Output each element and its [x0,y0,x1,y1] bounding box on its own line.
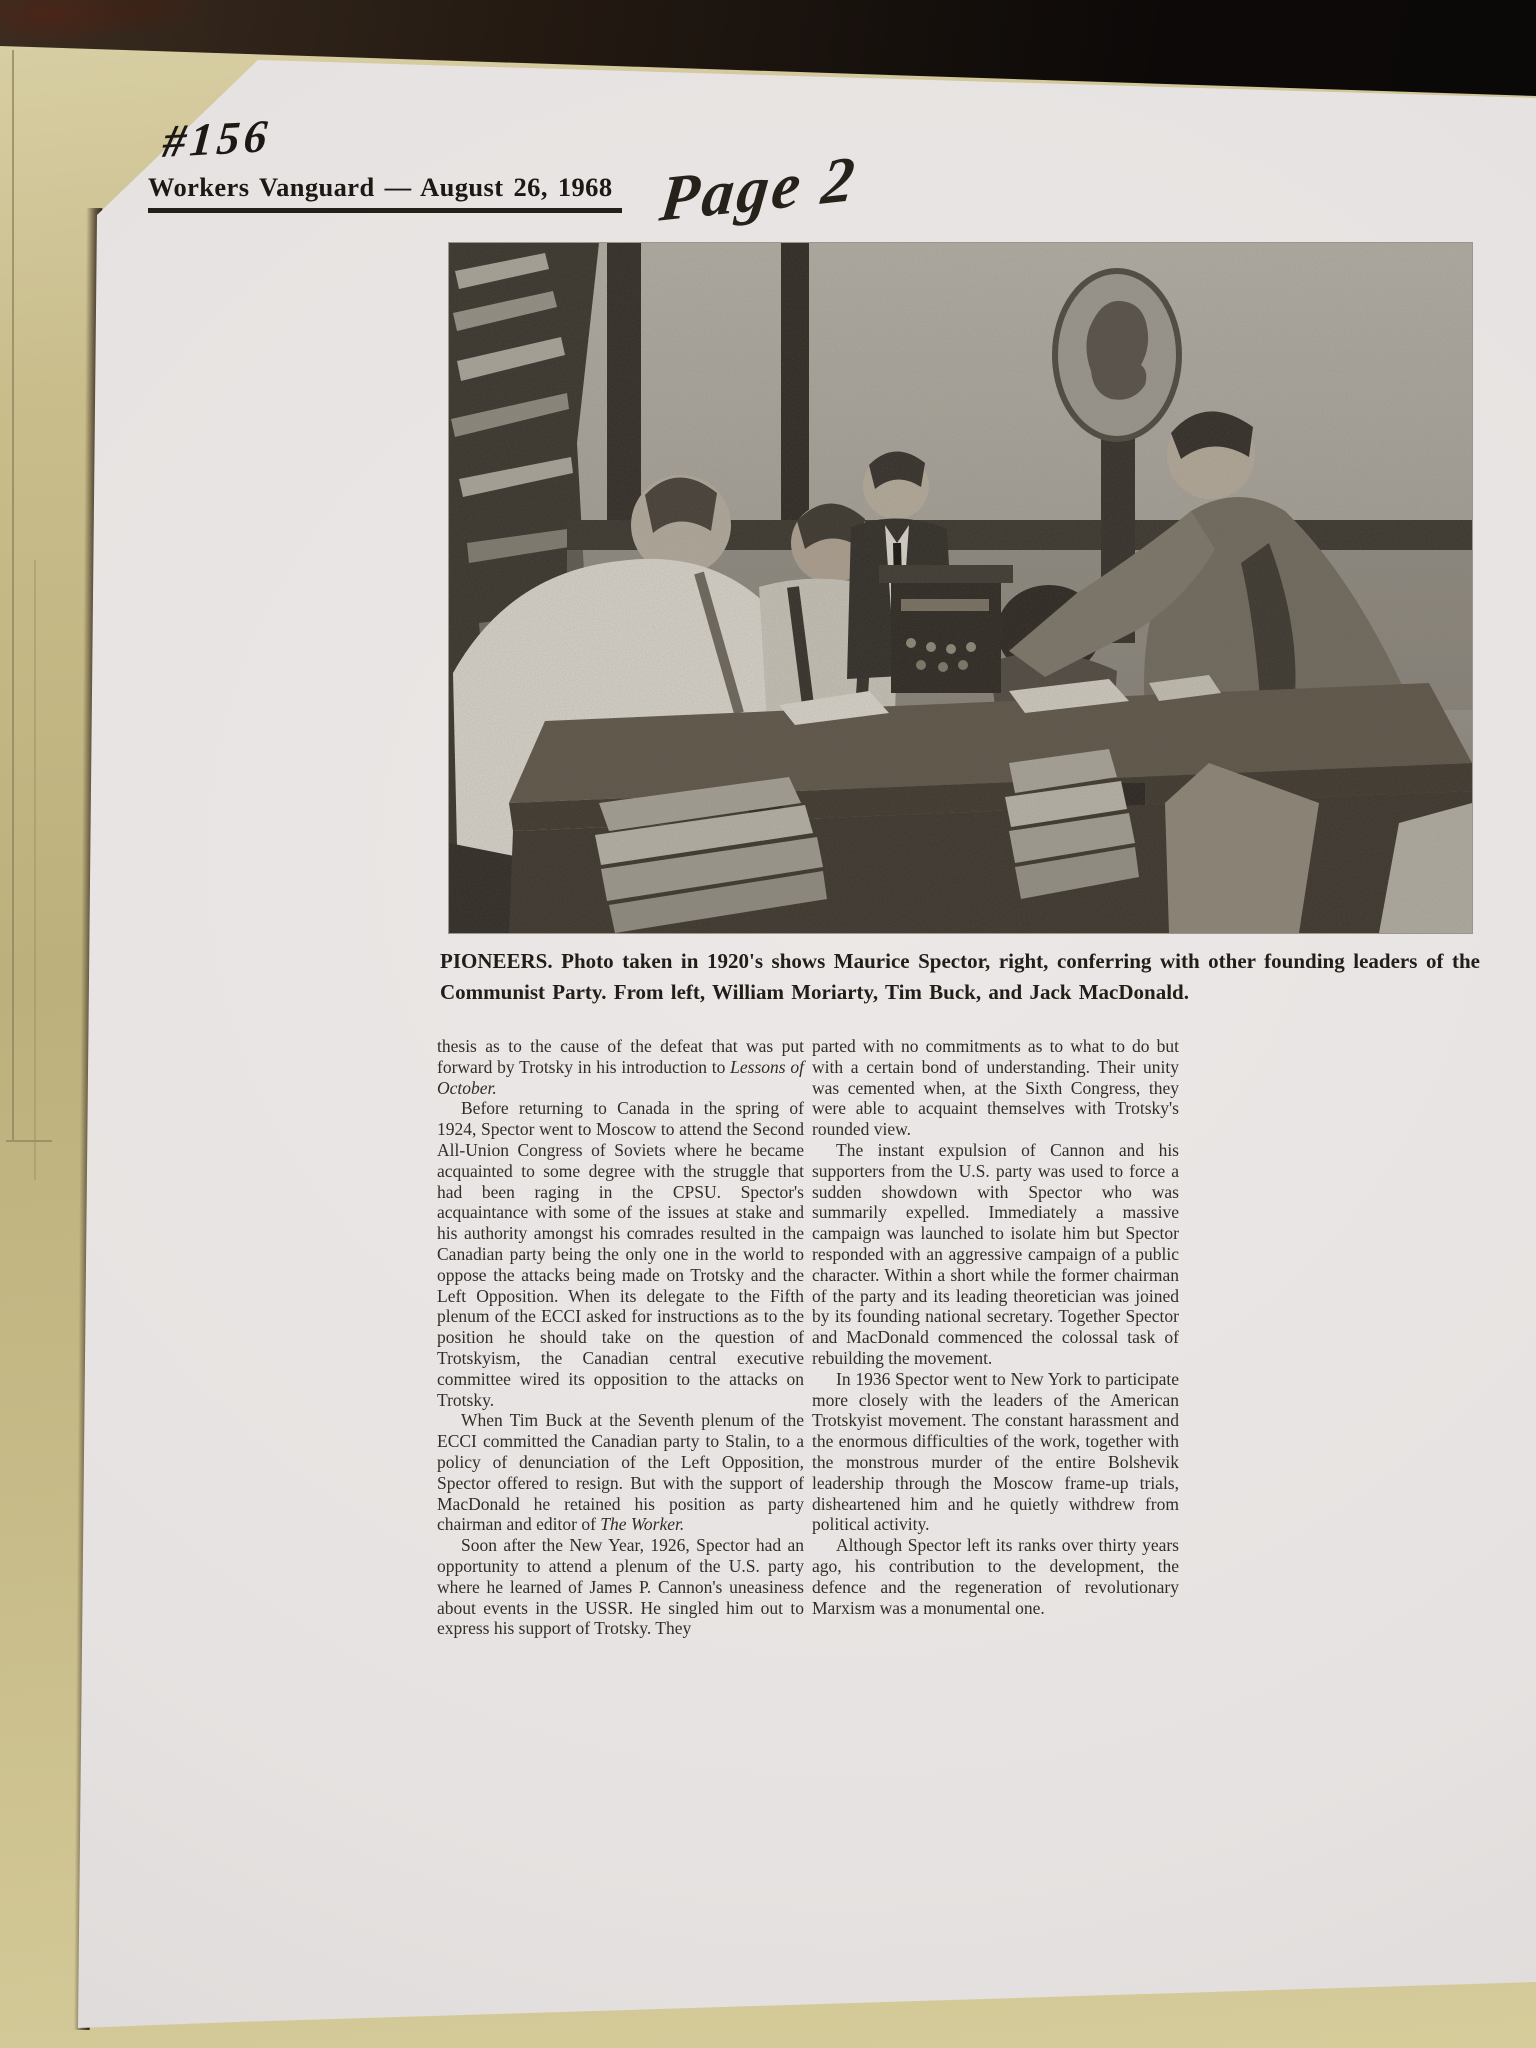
article-paragraph: thesis as to the cause of the defeat that was put forward by Trotsky in his introduction to Lessons of October. [437,1036,804,1098]
article-paragraph: The instant expulsion of Cannon and his supporters from the U.S. party was used to force a sudden showdown with Spector who was summarily expelled. Immediately a massive campaign was launched to isolate him but Spector responded with an aggressive campaign of a public character. Within a short while the former chairman of the party and its leading theoretician was joined by its founding national secretary. Together Spector and MacDonald commenced the colossal task of rebuilding the movement. [812,1139,1179,1368]
scanner-glare [84,0,204,34]
article-body [437,1036,1179,1639]
catalog-number: #156 [160,110,274,167]
folder-crease [34,560,36,1180]
photo-caption: PIONEERS. Photo taken in 1920's shows Maurice Spector, right, conferring with other founding leaders of the Communist Party. From left, William Moriarty, Tim Buck, and Jack MacDonald. [440,949,1480,1004]
article-paragraph: parted with no commitments as to what to do but with a certain bond of understanding. Their unity was cemented when, at the Sixth Congress, they were able to acquaint themselves with Trotsky's rounded view. [812,1036,1179,1140]
page-annotation: Page 2 [656,142,861,235]
article-paragraph: Soon after the New Year, 1926, Spector had an opportunity to attend a plenum of the U.S. party where he learned of James P. Cannon's uneasiness about events in the USSR. He singled him out to express his support of Trotsky. They [437,1535,804,1639]
clipping-photo [449,243,1472,933]
article-column-left [437,1036,804,1639]
masthead: Workers Vanguard — August 26, 1968 [148,172,622,213]
folder-crease [12,50,14,1140]
folder-crease [6,1140,52,1142]
article-paragraph: In 1936 Spector went to New York to participate more closely with the leaders of the American Trotskyist movement. The constant harassment and the enormous difficulties of the work, together with the monstrous murder of the entire Bolshevik leadership through the Moscow frame-up trials, disheartened him and he quietly withdrew from political activity. [812,1368,1179,1535]
photo-grain [449,243,1472,933]
article-paragraph: Although Spector left its ranks over thirty years ago, his contribution to the development, the defence and the regeneration of revolutionary Marxism was a monumental one. [812,1535,1179,1618]
article-paragraph: Before returning to Canada in the spring of 1924, Spector went to Moscow to attend the Second All-Union Congress of Soviets where he became acquainted to some degree with the struggle that had been raging in the CPSU. Spector's acquaintance with some of the issues at stake and his authority amongst his comrades resulted in the Canadian party being the only one in the world to oppose the attacks being made on Trotsky and the Left Opposition. When its delegate to the Fifth plenum of the ECCI asked for instructions as to the position he should take on the question of Trotskyism, the Canadian central executive committee wired its opposition to the attacks on Trotsky. [437,1098,804,1410]
article-paragraph: When Tim Buck at the Seventh plenum of the ECCI committed the Canadian party to Stalin, to a policy of denunciation of the Left Opposition, Spector offered to resign. But with the support of MacDonald he retained his position as party chairman and editor of The Worker. [437,1410,804,1535]
article-column-right [812,1036,1179,1639]
